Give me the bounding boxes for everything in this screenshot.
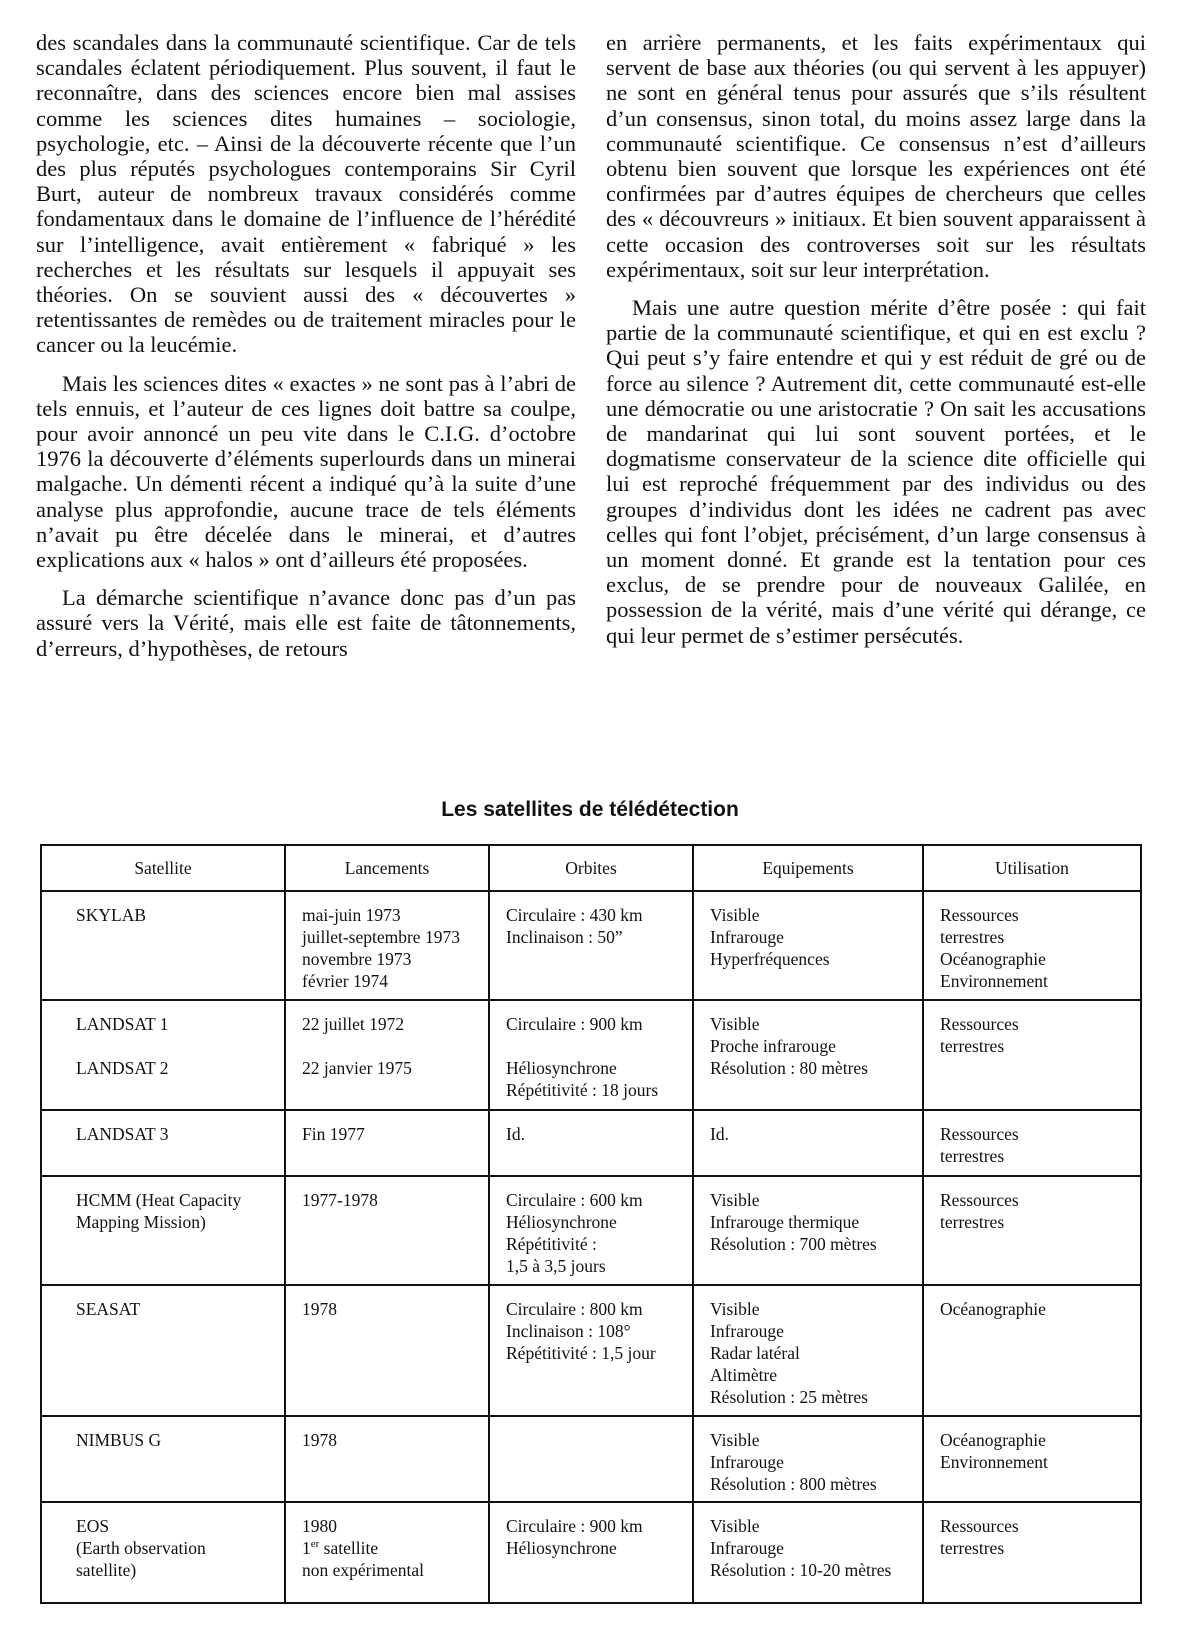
cell-line: Radar latéral bbox=[710, 1343, 800, 1363]
cell-line: Circulaire : 600 km bbox=[506, 1190, 643, 1210]
cell-utilisation bbox=[923, 1176, 1141, 1285]
table-header-row bbox=[41, 845, 1141, 891]
cell-line: Circulaire : 900 km bbox=[506, 1014, 643, 1034]
cell-satellite bbox=[41, 1176, 285, 1285]
cell-line: 1978 bbox=[302, 1299, 337, 1319]
article-right-column bbox=[606, 30, 1146, 648]
cell-line: LANDSAT 1 bbox=[76, 1014, 169, 1034]
cell-orbites bbox=[489, 891, 693, 1000]
cell-line: Infrarouge bbox=[710, 1452, 784, 1472]
table-row bbox=[41, 1285, 1141, 1416]
cell-orbites bbox=[489, 1176, 693, 1285]
cell-line: Résolution : 800 mètres bbox=[710, 1474, 877, 1494]
paragraph: Mais les sciences dites « exactes » ne sont pas à l’abri de tels ennuis, et l’auteur de ces lignes doit battre sa coulpe, pour avoir annoncé un peu vite dans le C.I.G. d’octobre 1976 la découverte d’éléments superlourds dans un minerai malgache. Un démenti récent a indiqué qu’à la suite d’une analyse plus approfondie, aucune trace de tels éléments n’avait pu être décelée dans le minerai, et d’autres explications aux « halos » ont d’ailleurs été proposées. bbox=[36, 370, 576, 573]
cell-lancements bbox=[285, 1416, 489, 1502]
cell-line: Océanographie bbox=[940, 949, 1046, 969]
column-header: Lancements bbox=[285, 845, 489, 891]
cell-line: Ressources bbox=[940, 1014, 1019, 1034]
cell-line: Altimètre bbox=[710, 1365, 778, 1385]
cell-line: terrestres bbox=[940, 927, 1005, 947]
cell-line: Visible bbox=[710, 1430, 760, 1450]
ordinal-rest: satellite bbox=[319, 1538, 379, 1558]
cell-utilisation bbox=[923, 1285, 1141, 1416]
cell-line: LANDSAT 3 bbox=[76, 1124, 169, 1144]
cell-line: EOS bbox=[76, 1516, 110, 1536]
cell-line: Mapping Mission) bbox=[76, 1212, 206, 1232]
cell-line: 1980 bbox=[302, 1516, 337, 1536]
cell-orbites bbox=[489, 1110, 693, 1176]
cell-line: Répétitivité : 18 jours bbox=[506, 1080, 659, 1100]
table-row bbox=[41, 1110, 1141, 1176]
cell-line: Visible bbox=[710, 905, 760, 925]
cell-line: Environnement bbox=[940, 971, 1048, 991]
cell-utilisation bbox=[923, 1000, 1141, 1110]
cell-line: terrestres bbox=[940, 1212, 1005, 1232]
cell-line: Résolution : 25 mètres bbox=[710, 1387, 868, 1407]
cell-line: Infrarouge thermique bbox=[710, 1212, 860, 1232]
cell-line: Circulaire : 430 km bbox=[506, 905, 643, 925]
cell-satellite bbox=[41, 1000, 285, 1110]
cell-line: SEASAT bbox=[76, 1299, 141, 1319]
cell-line: Résolution : 10-20 mètres bbox=[710, 1560, 892, 1580]
cell-utilisation bbox=[923, 1110, 1141, 1176]
table-row bbox=[41, 1416, 1141, 1502]
cell-line: Océanographie bbox=[940, 1430, 1046, 1450]
cell-satellite bbox=[41, 891, 285, 1000]
cell-line: terrestres bbox=[940, 1036, 1005, 1056]
cell-line: juillet-septembre 1973 bbox=[302, 927, 460, 947]
cell-lancements bbox=[285, 1285, 489, 1416]
paragraph: en arrière permanents, et les faits expérimentaux qui servent de base aux théories (ou qui servent à les appuyer) ne sont en général tenus pour assurés que s’ils résultent d’un consensus, sinon total, du moins assez large dans la communauté scientifique. Ce consensus n’est d’ailleurs obtenu bien souvent que lorsque les expériences ont été confirmées par d’autres équipes de chercheurs que celles des « découvreurs » initiaux. Et bien souvent apparaissent à cette occasion des controverses soit sur les résultats expérimentaux, soit sur leur interprétation. bbox=[606, 30, 1146, 282]
cell-line: 22 janvier 1975 bbox=[302, 1058, 412, 1078]
cell-lancements bbox=[285, 1502, 489, 1603]
cell-line: Hyperfréquences bbox=[710, 949, 830, 969]
cell-utilisation bbox=[923, 1416, 1141, 1502]
cell-line: Résolution : 700 mètres bbox=[710, 1234, 877, 1254]
cell-line: 1,5 à 3,5 jours bbox=[506, 1256, 606, 1276]
cell-line: non expérimental bbox=[302, 1560, 424, 1580]
cell-equipements bbox=[693, 1285, 923, 1416]
cell-line: Fin 1977 bbox=[302, 1124, 365, 1144]
cell-line: Inclinaison : 108° bbox=[506, 1321, 631, 1341]
cell-satellite bbox=[41, 1502, 285, 1603]
cell-line: Visible bbox=[710, 1014, 760, 1034]
cell-line: SKYLAB bbox=[76, 905, 147, 925]
satellites-table bbox=[40, 844, 1142, 1604]
table-row bbox=[41, 1000, 1141, 1110]
cell-satellite bbox=[41, 1285, 285, 1416]
cell-line: Héliosynchrone bbox=[506, 1058, 617, 1078]
cell-line: satellite) bbox=[76, 1560, 137, 1580]
cell-orbites bbox=[489, 1416, 693, 1502]
cell-lancements bbox=[285, 1176, 489, 1285]
cell-line: Inclinaison : 50” bbox=[506, 927, 623, 947]
cell-lancements bbox=[285, 1110, 489, 1176]
cell-line: NIMBUS G bbox=[76, 1430, 162, 1450]
cell-equipements bbox=[693, 1416, 923, 1502]
ordinal-number: 1 bbox=[302, 1538, 311, 1558]
cell-line: Héliosynchrone bbox=[506, 1212, 617, 1232]
cell-line: mai-juin 1973 bbox=[302, 905, 401, 925]
cell-equipements bbox=[693, 1000, 923, 1110]
cell-line: Proche infrarouge bbox=[710, 1036, 836, 1056]
cell-line: Environnement bbox=[940, 1452, 1048, 1472]
table-row bbox=[41, 1502, 1141, 1603]
column-header: Satellite bbox=[41, 845, 285, 891]
paragraph: des scandales dans la communauté scientifique. Car de tels scandales éclatent périodiquement. Plus souvent, il faut le reconnaître, dans des sciences encore bien mal assises comme les sciences dites humaines – sociologie, psychologie, etc. – Ainsi de la découverte récente que l’un des plus réputés psychologues contemporains Sir Cyril Burt, auteur de nombreux travaux considérés comme fondamentaux dans le domaine de l’influence de l’hérédité sur l’intelligence, avait entièrement « fabriqué » les recherches et les résultats sur lesquels il appuyait ses théories. On se souvient aussi des « découvertes » retentissantes de remèdes ou de traitement miracles pour le cancer ou la leucémie. bbox=[36, 30, 576, 358]
cell-line: Résolution : 80 mètres bbox=[710, 1058, 868, 1078]
column-header: Equipements bbox=[693, 845, 923, 891]
cell-line: Héliosynchrone bbox=[506, 1538, 617, 1558]
table-row bbox=[41, 891, 1141, 1000]
table-row bbox=[41, 1176, 1141, 1285]
cell-line bbox=[302, 1537, 482, 1559]
cell-line: Visible bbox=[710, 1190, 760, 1210]
cell-line: Ressources bbox=[940, 905, 1019, 925]
cell-line: Ressources bbox=[940, 1516, 1019, 1536]
cell-line: 1978 bbox=[302, 1430, 337, 1450]
cell-lancements bbox=[285, 1000, 489, 1110]
ordinal-suffix: er bbox=[310, 1538, 320, 1551]
cell-lancements bbox=[285, 891, 489, 1000]
cell-line: 22 juillet 1972 bbox=[302, 1014, 405, 1034]
cell-line: 1977-1978 bbox=[302, 1190, 378, 1210]
paragraph: Mais une autre question mérite d’être posée : qui fait partie de la communauté scientifique, et qui en est exclu ? Qui peut s’y faire entendre et qui y est réduit de gré ou de force au silence ? Autrement dit, cette communauté est-elle une démocratie ou une aristocratie ? On sait les accusations de mandarinat qui lui sont souvent portées, et le dogmatisme conservateur de la science dite officielle qui lui est reproché fréquemment par des individus ou des groupes d’individus dont les idées ne cadrent pas avec celles qui font l’objet, précisément, d’un large consensus à un moment donné. Et grande est la tentation pour ces exclus, de se prendre pour de nouveaux Galilée, en possession de la vérité, mais d’une vérité qui dérange, ce qui leur permet de s’estimer persécutés. bbox=[606, 295, 1146, 648]
cell-orbites bbox=[489, 1502, 693, 1603]
cell-orbites bbox=[489, 1285, 693, 1416]
cell-orbites bbox=[489, 1000, 693, 1110]
cell-line: Ressources bbox=[940, 1124, 1019, 1144]
table-title: Les satellites de télédétection bbox=[441, 798, 739, 821]
cell-equipements bbox=[693, 1502, 923, 1603]
cell-utilisation bbox=[923, 891, 1141, 1000]
cell-line: février 1974 bbox=[302, 971, 389, 991]
cell-equipements bbox=[693, 1110, 923, 1176]
cell-line: LANDSAT 2 bbox=[76, 1058, 169, 1078]
column-header: Utilisation bbox=[923, 845, 1141, 891]
cell-line: Visible bbox=[710, 1516, 760, 1536]
column-header: Orbites bbox=[489, 845, 693, 891]
cell-line: Infrarouge bbox=[710, 1538, 784, 1558]
cell-line: Ressources bbox=[940, 1190, 1019, 1210]
cell-line: terrestres bbox=[940, 1538, 1005, 1558]
cell-line: Répétitivité : bbox=[506, 1234, 597, 1254]
cell-line: Id. bbox=[710, 1124, 729, 1144]
paragraph: La démarche scientifique n’avance donc pas d’un pas assuré vers la Vérité, mais elle est faite de tâtonnements, d’erreurs, d’hypothèses, de retours bbox=[36, 585, 576, 661]
cell-line: Circulaire : 900 km bbox=[506, 1516, 643, 1536]
cell-utilisation bbox=[923, 1502, 1141, 1603]
cell-line: HCMM (Heat Capacity bbox=[76, 1190, 242, 1210]
cell-line: terrestres bbox=[940, 1146, 1005, 1166]
article-left-column bbox=[36, 30, 576, 661]
cell-satellite bbox=[41, 1110, 285, 1176]
cell-line: Infrarouge bbox=[710, 927, 784, 947]
cell-line: (Earth observation bbox=[76, 1538, 206, 1558]
cell-line: Visible bbox=[710, 1299, 760, 1319]
cell-line: Infrarouge bbox=[710, 1321, 784, 1341]
cell-satellite bbox=[41, 1416, 285, 1502]
cell-line: Circulaire : 800 km bbox=[506, 1299, 643, 1319]
cell-equipements bbox=[693, 1176, 923, 1285]
cell-line: Océanographie bbox=[940, 1299, 1046, 1319]
cell-line: Répétitivité : 1,5 jour bbox=[506, 1343, 656, 1363]
cell-line: Id. bbox=[506, 1124, 525, 1144]
cell-equipements bbox=[693, 891, 923, 1000]
cell-line: novembre 1973 bbox=[302, 949, 412, 969]
